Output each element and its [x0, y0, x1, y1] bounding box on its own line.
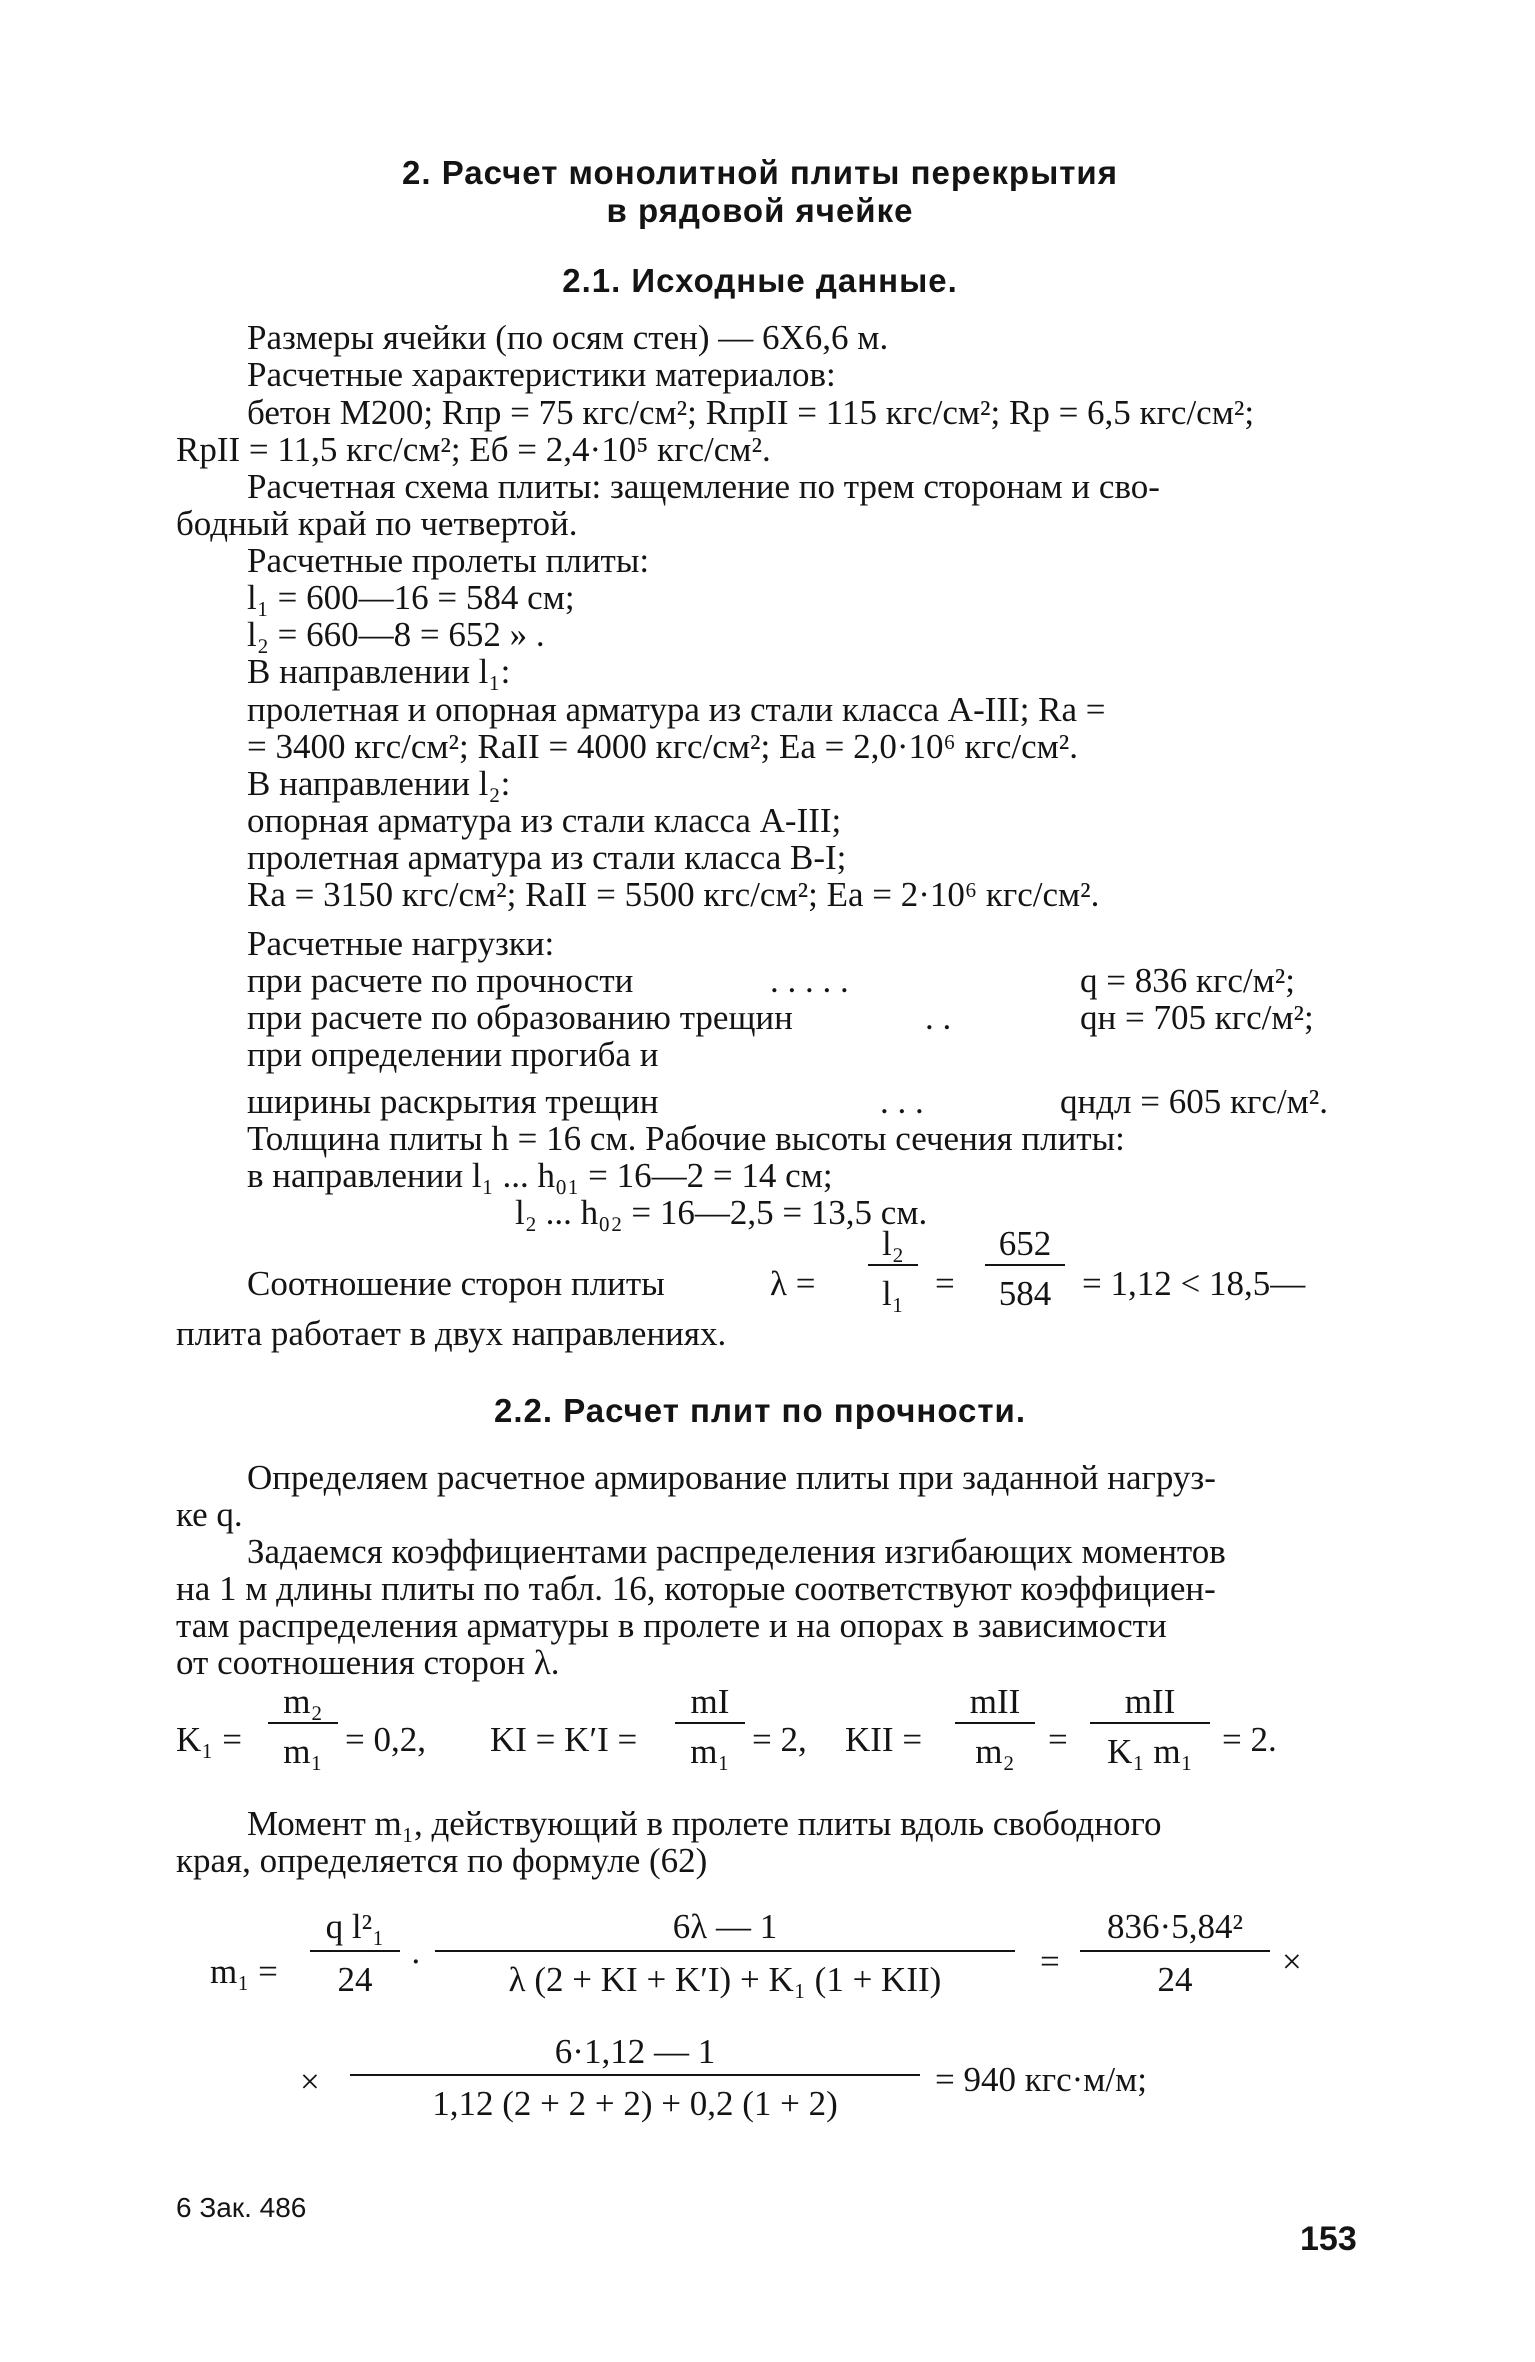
fraction-numerator: 652: [998, 1224, 1052, 1263]
load-label: при определении прогиба и: [247, 1035, 659, 1074]
text-line: l₂ ... h₀₂ = 16—2,5 = 13,5 см.: [515, 1193, 928, 1232]
text-line: ке q.: [176, 1495, 243, 1534]
load-dots: . . .: [880, 1082, 924, 1121]
fraction-numerator: l₂: [882, 1224, 904, 1263]
text-line: Определяем расчетное армирование плиты при заданной нагруз-: [247, 1458, 1216, 1497]
text-line: бодный край по четвертой.: [176, 504, 578, 543]
load-value: qндл = 605 кгс/м².: [1060, 1082, 1329, 1121]
text-line: в направлении l₁ ... h₀₁ = 16—2 = 14 см;: [247, 1156, 833, 1195]
section-title-line2: в рядовой ячейке: [606, 192, 914, 229]
fraction-denominator: λ (2 + KI + K′I) + K₁ (1 + KII): [508, 1960, 942, 1999]
fraction-denominator: m₁: [690, 1732, 730, 1771]
fraction-denominator: 584: [998, 1274, 1052, 1313]
fraction-denominator: l₁: [882, 1274, 904, 1313]
fraction-bar: [1080, 1950, 1270, 1952]
fraction-numerator: m₂: [283, 1682, 323, 1721]
k1-label: K₁ =: [176, 1720, 242, 1759]
fraction-bar: [435, 1950, 1015, 1952]
text-line: от соотношения сторон λ.: [176, 1643, 560, 1682]
kII-label: KII =: [845, 1720, 923, 1759]
fraction-denominator: 24: [337, 1960, 373, 1999]
fraction-bar: [268, 1722, 338, 1724]
text-line: В направлении l₁:: [247, 652, 511, 691]
kI-label: KI = K′I =: [490, 1720, 638, 1759]
fraction-bar: [310, 1950, 400, 1952]
text-line: Толщина плиты h = 16 см. Рабочие высоты сечения плиты:: [247, 1119, 1125, 1158]
fraction-bar: [868, 1264, 918, 1266]
ratio-lambda: λ =: [770, 1264, 816, 1303]
section-title-line1: 2. Расчет монолитной плиты перекрытия: [402, 154, 1118, 191]
fraction-bar: [985, 1264, 1065, 1266]
loads-title: Расчетные нагрузки:: [247, 924, 555, 963]
kI-value: = 2,: [752, 1720, 807, 1759]
text-line: = 3400 кгс/см²; RаII = 4000 кгс/см²; Eа = 2,0·10⁶ кгс/см².: [247, 727, 1079, 766]
text-line: Момент m₁, действующий в пролете плиты вдоль свободного: [247, 1804, 1162, 1843]
fraction-numerator: 6·1,12 — 1: [554, 2032, 716, 2071]
text-line: плита работает в двух направлениях.: [176, 1314, 727, 1353]
text-line: там распределения арматуры в пролете и на опорах в зависимости: [176, 1606, 1167, 1645]
fraction-bar: [350, 2074, 920, 2076]
subsection-title-2-2: 2.2. Расчет плит по прочности.: [493, 1392, 1027, 1429]
fraction-denominator: 24: [1157, 1960, 1193, 1999]
text-line: Расчетные характеристики материалов:: [247, 355, 836, 394]
text-line: В направлении l₂:: [247, 764, 511, 803]
ratio-result: = 1,12 < 18,5—: [1082, 1264, 1306, 1303]
m1-result: = 940 кгс·м/м;: [935, 2060, 1148, 2099]
text-line: Задаемся коэффициентами распределения изгибающих моментов: [247, 1532, 1226, 1571]
text-line: на 1 м длины плиты по табл. 16, которые соответствуют коэффициен-: [176, 1569, 1216, 1608]
text-line: RрII = 11,5 кгс/см²; Eб = 2,4·10⁵ кгс/см².: [176, 430, 771, 469]
text-line: пролетная арматура из стали класса B-I;: [247, 838, 847, 877]
fraction-numerator: 6λ — 1: [672, 1907, 778, 1946]
text-line: Расчетные пролеты плиты:: [247, 541, 650, 580]
text-line: Rа = 3150 кгс/см²; RаII = 5500 кгс/см²; Eа = 2·10⁶ кгс/см².: [247, 875, 1100, 914]
kII-value: = 2.: [1222, 1720, 1277, 1759]
multiply-sign: ×: [300, 2062, 320, 2101]
fraction-bar: [1090, 1722, 1210, 1724]
fraction-numerator: mI: [690, 1682, 730, 1721]
fraction-denominator: K₁ m₁: [1107, 1732, 1193, 1771]
text-line: Размеры ячейки (по осям стен) — 6X6,6 м.: [247, 318, 889, 357]
fraction-numerator: q l²₁: [325, 1907, 385, 1946]
load-value: qн = 705 кгс/м²;: [1080, 998, 1314, 1037]
ratio-eq: =: [935, 1264, 955, 1303]
multiply-dot: ·: [410, 1942, 422, 1981]
fraction-denominator: m₂: [975, 1732, 1015, 1771]
load-dots: . .: [925, 998, 952, 1037]
load-dots: . . . . .: [770, 961, 849, 1000]
subsection-title-2-1: 2.1. Исходные данные.: [562, 262, 958, 299]
load-label: ширины раскрытия трещин: [247, 1082, 659, 1121]
text-line: l₂ = 660—8 = 652 » .: [247, 615, 545, 654]
k1-value: = 0,2,: [345, 1720, 426, 1759]
fraction-numerator: mII: [969, 1682, 1021, 1721]
fraction-bar: [955, 1722, 1035, 1724]
text-line: опорная арматура из стали класса A-III;: [247, 801, 842, 840]
fraction-bar: [675, 1722, 745, 1724]
kII-eq: =: [1048, 1720, 1068, 1759]
text-line: l₁ = 600—16 = 584 см;: [247, 578, 575, 617]
m1-eq: =: [1040, 1942, 1060, 1981]
text-line: пролетная и опорная арматура из стали класса A-III; Rа =: [247, 690, 1106, 729]
text-line: бетон М200; Rпр = 75 кгс/см²; RпрII = 115 кгс/см²; Rр = 6,5 кгс/см²;: [247, 393, 1255, 432]
fraction-denominator: m₁: [283, 1732, 323, 1771]
load-label: при расчете по образованию трещин: [247, 998, 793, 1037]
page-number: 153: [1300, 2220, 1357, 2258]
fraction-numerator: 836·5,84²: [1107, 1907, 1243, 1946]
text-line: края, определяется по формуле (62): [176, 1841, 708, 1880]
load-value: q = 836 кгс/м²;: [1080, 961, 1295, 1000]
text-line: Расчетная схема плиты: защемление по трем сторонам и сво-: [247, 467, 1160, 506]
fraction-denominator: 1,12 (2 + 2 + 2) + 0,2 (1 + 2): [432, 2084, 838, 2123]
footer-order: 6 Зак. 486: [176, 2192, 307, 2223]
multiply-sign: ×: [1282, 1942, 1302, 1981]
fraction-numerator: mII: [1124, 1682, 1176, 1721]
m1-lhs: m₁ =: [210, 1952, 278, 1991]
load-label: при расчете по прочности: [247, 961, 634, 1000]
ratio-label: Соотношение сторон плиты: [247, 1264, 665, 1303]
